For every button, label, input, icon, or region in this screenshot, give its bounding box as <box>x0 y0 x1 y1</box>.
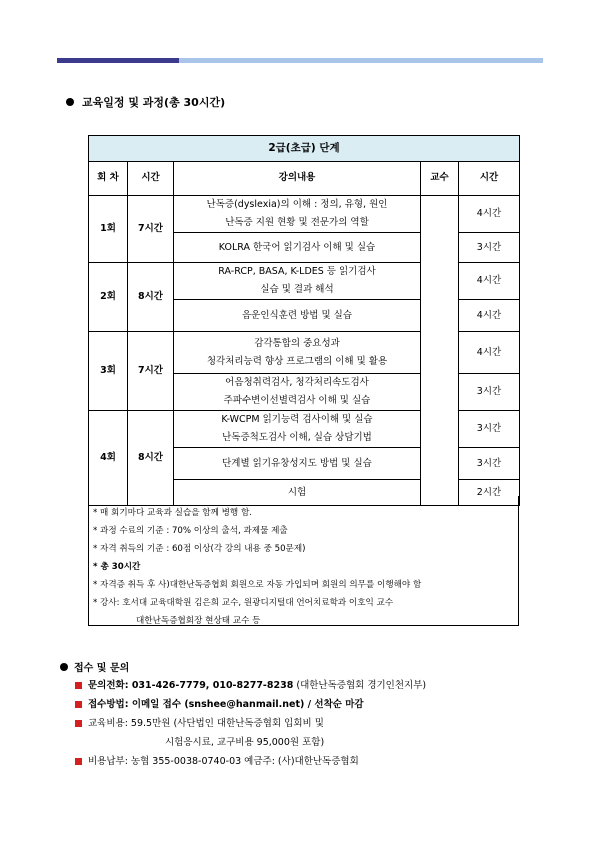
content-cell: 음운인식훈련 방법 및 실습 <box>174 300 421 332</box>
section-heading-contact <box>60 659 129 674</box>
note-line: 대한난독증협회장 현상태 교수 등 <box>136 616 261 626</box>
session-hours-cell: 8시간 <box>128 263 174 332</box>
content-cell: 시험 <box>174 480 421 506</box>
content-cell: 어음청취력검사, 청각처리속도검사 주파수변이선별력검사 이해 및 실습 <box>174 374 421 411</box>
top-divider-bar <box>57 58 543 63</box>
table-title: 2급(초급) 단계 <box>89 136 520 162</box>
section-title: 교육일정 및 과정(총 30시간) <box>82 96 226 109</box>
session-hours-cell: 7시간 <box>128 196 174 263</box>
instructor-cell <box>421 196 459 506</box>
info-row-fee: 교육비용: 59.5만원 (사단법인 대한난독증협회 입회비 및 <box>75 714 426 733</box>
table-header-row <box>89 162 520 196</box>
session-cell: 2회 <box>89 263 128 332</box>
session-hours-cell: 8시간 <box>128 411 174 506</box>
square-bullet-icon <box>75 758 82 765</box>
info-row-payment: 비용납부: 농협 355-0038-0740-03 예금주: (사)대한난독증협회 <box>75 752 426 771</box>
session-cell: 3회 <box>89 332 128 411</box>
square-bullet-icon <box>75 701 82 708</box>
time-cell: 3시간 <box>459 411 520 448</box>
time-cell: 3시간 <box>459 374 520 411</box>
session-cell: 4회 <box>89 411 128 506</box>
bullet-icon <box>60 663 68 671</box>
header-time: 시간 <box>459 162 520 196</box>
content-cell: KOLRA 한국어 읽기검사 이해 및 실습 <box>174 233 421 263</box>
time-cell: 4시간 <box>459 300 520 332</box>
note-line: * 자격 취득의 기준 : 60점 이상(각 강의 내용 중 50문제) <box>93 544 306 554</box>
section-title: 접수 및 문의 <box>74 663 130 674</box>
square-bullet-icon <box>75 720 82 727</box>
time-cell: 2시간 <box>459 480 520 506</box>
notes-box <box>88 496 519 626</box>
time-cell: 4시간 <box>459 332 520 374</box>
note-line: * 매 회기마다 교육과 실습을 함께 병행 함. <box>93 508 252 518</box>
time-cell: 3시간 <box>459 233 520 263</box>
contact-info <box>75 676 426 771</box>
schedule-table <box>88 135 520 506</box>
content-cell: 난독증(dyslexia)의 이해 : 정의, 유형, 원인 난독증 지원 현황 및 전문가의 역할 <box>174 196 421 233</box>
info-row-phone: 문의전화: 031-426-7779, 010-8277-8238 (대한난독증협회 경기인천지부) <box>75 676 426 695</box>
bullet-icon <box>66 98 74 106</box>
time-cell: 4시간 <box>459 263 520 300</box>
info-row-apply: 접수방법: 이메일 접수 (snshee@hanmail.net) / 선착순 마감 <box>75 695 426 714</box>
time-cell: 3시간 <box>459 448 520 480</box>
info-row-fee-cont: 시험응시료, 교구비용 95,000원 포함) <box>165 737 325 748</box>
header-instructor: 교수 <box>421 162 459 196</box>
content-cell: K-WCPM 읽기능력 검사이해 및 실습 난독증척도검사 이해, 실습 상담기법 <box>174 411 421 448</box>
session-hours-cell: 7시간 <box>128 332 174 411</box>
table-row <box>89 196 520 233</box>
note-line: * 자격증 취득 후 사)대한난독증협회 회원으로 자동 가입되며 회원의 의무를 이행해야 함 <box>93 580 422 590</box>
note-line: * 강사: 호서대 교육대학원 김은희 교수, 원광디지털대 언어치료학과 이호익 교수 <box>93 598 394 608</box>
top-divider-accent <box>57 58 179 63</box>
square-bullet-icon <box>75 682 82 689</box>
time-cell: 4시간 <box>459 196 520 233</box>
header-session: 회 차 <box>89 162 128 196</box>
content-cell: 단계별 읽기유창성지도 방법 및 실습 <box>174 448 421 480</box>
header-hours: 시간 <box>128 162 174 196</box>
session-cell: 1회 <box>89 196 128 263</box>
header-content: 강의내용 <box>174 162 421 196</box>
section-heading-schedule <box>66 94 225 110</box>
content-cell: RA-RCP, BASA, K-LDES 등 읽기검사 실습 및 결과 해석 <box>174 263 421 300</box>
note-line: * 과정 수료의 기준 : 70% 이상의 출석, 과제물 제출 <box>93 526 288 536</box>
note-line: * 총 30시간 <box>93 562 141 572</box>
content-cell: 감각통합의 중요성과 청각처리능력 향상 프로그램의 이해 및 활용 <box>174 332 421 374</box>
